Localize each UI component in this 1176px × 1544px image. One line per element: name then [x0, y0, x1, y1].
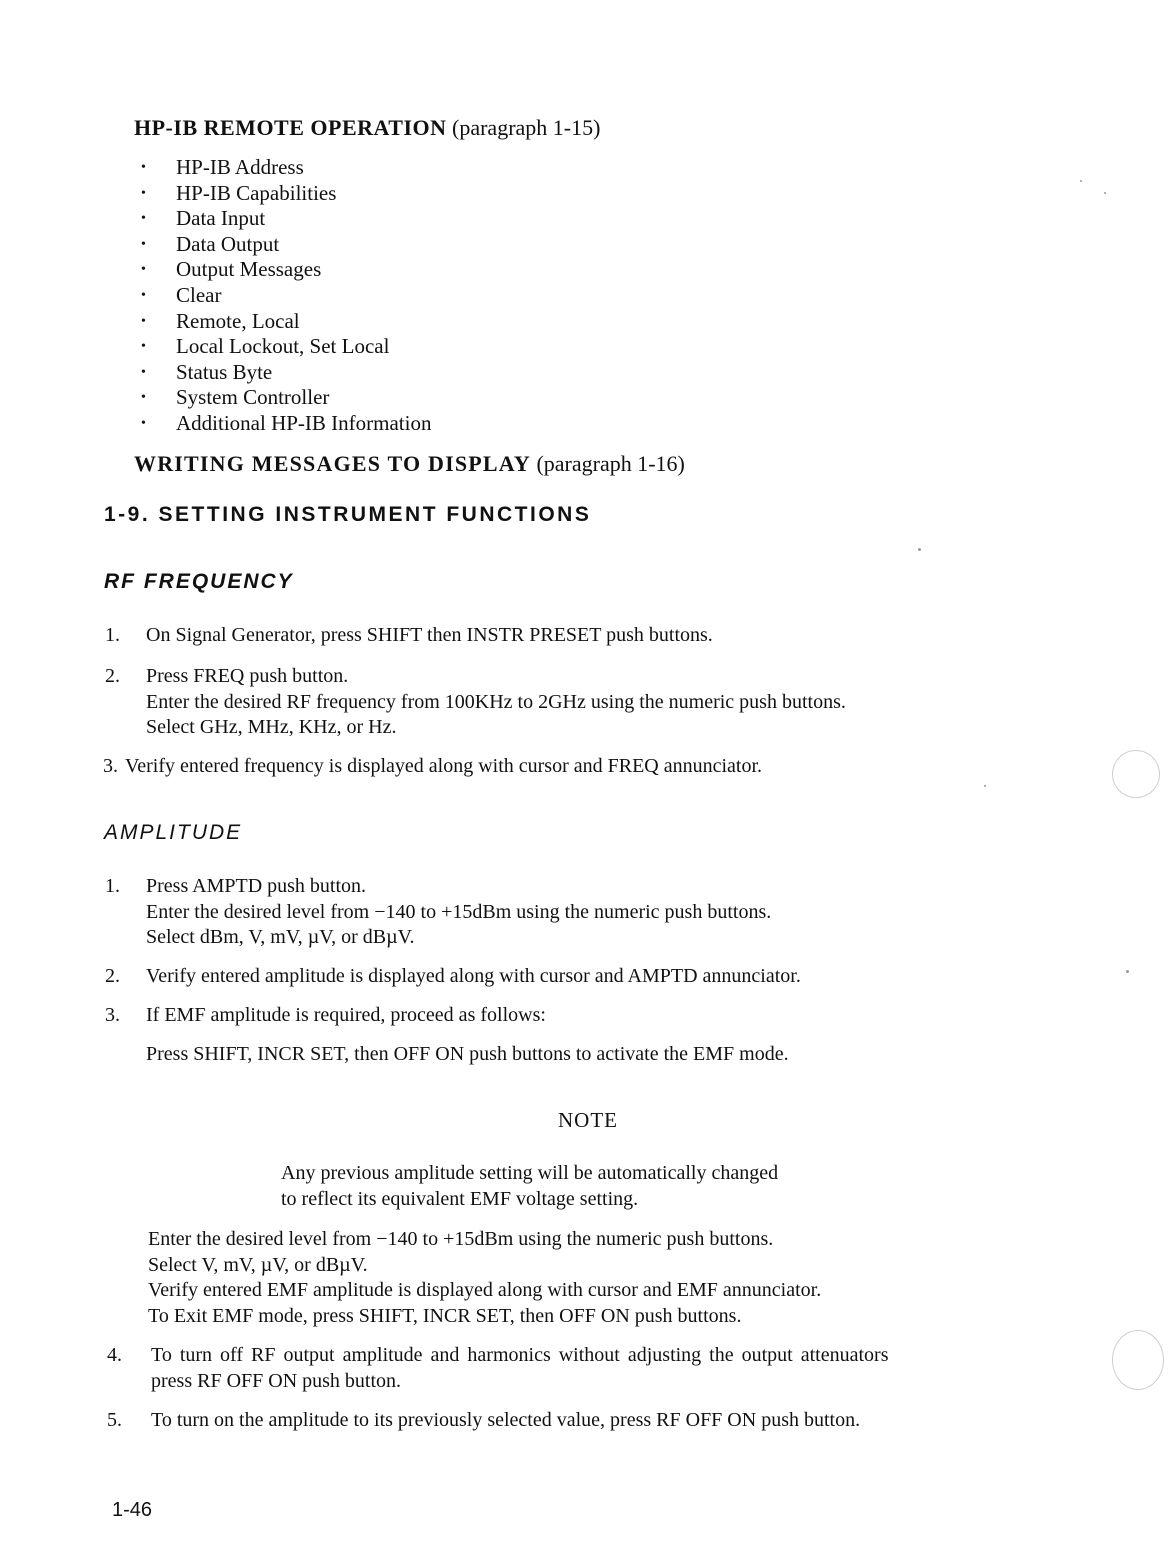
step-text: Enter the desired level from −140 to +15dBm using the numeric push buttons.: [146, 900, 772, 923]
hpib-heading-reference: (paragraph 1-15): [452, 115, 601, 140]
step-text: Press FREQ push button.: [146, 665, 349, 687]
amplitude-heading: AMPLITUDE: [104, 821, 243, 844]
bullet-icon: •: [141, 364, 146, 380]
scan-speck: [1080, 180, 1082, 182]
bullet-icon: •: [141, 339, 146, 355]
bullet-icon: •: [141, 185, 146, 201]
step-text: To turn on the amplitude to its previously selected value, press RF OFF ON push button.: [151, 1409, 861, 1431]
page-number: 1-46: [112, 1499, 153, 1521]
writing-messages-reference: (paragraph 1-16): [536, 451, 685, 476]
punch-hole-mark: [1112, 750, 1160, 798]
scan-speck: [918, 548, 921, 551]
section-title: 1-9. SETTING INSTRUMENT FUNCTIONS: [104, 503, 592, 526]
bullet-icon: •: [141, 211, 146, 227]
note-line: to reflect its equivalent EMF voltage setting.: [281, 1187, 639, 1210]
scan-speck: [1126, 970, 1129, 973]
step-text: Verify entered frequency is displayed along with cursor and FREQ annunciator.: [125, 755, 763, 777]
step-text: On Signal Generator, press SHIFT then INSTR PRESET push buttons.: [146, 624, 713, 646]
writing-messages-heading: [134, 451, 685, 477]
step-number: 1.: [105, 875, 120, 897]
list-item: • Additional HP-IB Information: [141, 410, 432, 435]
step-text: Select GHz, MHz, KHz, or Hz.: [146, 716, 397, 738]
note-line: Any previous amplitude setting will be automatically changed: [281, 1162, 779, 1184]
bullet-icon: •: [141, 160, 146, 175]
step-number: 2.: [105, 965, 120, 987]
rf-frequency-heading: RF FREQUENCY: [104, 570, 294, 593]
list-item: • Local Lockout, Set Local: [141, 334, 390, 359]
bullet-icon: •: [141, 390, 146, 406]
step-text: If EMF amplitude is required, proceed as follows:: [146, 1004, 546, 1026]
hpib-topic-list: [134, 155, 431, 437]
step-number: 1.: [105, 624, 120, 646]
step-text: Enter the desired RF frequency from 100KHz to 2GHz using the numeric push buttons.: [146, 690, 846, 713]
note-title: NOTE: [558, 1108, 618, 1132]
list-item: • Clear: [141, 282, 222, 307]
list-item: • HP-IB Address: [141, 155, 304, 179]
emf-activate-text: Press SHIFT, INCR SET, then OFF ON push buttons to activate the EMF mode.: [146, 1043, 789, 1065]
emf-line: Enter the desired level from −140 to +15dBm using the numeric push buttons.: [148, 1228, 774, 1250]
bullet-icon: •: [141, 287, 146, 303]
bullet-icon: •: [141, 236, 146, 252]
list-item: • Status Byte: [141, 359, 273, 384]
step-text: Press AMPTD push button.: [146, 875, 367, 897]
emf-line: To Exit EMF mode, press SHIFT, INCR SET, then OFF ON push buttons.: [148, 1304, 742, 1327]
step-text: Verify entered amplitude is displayed along with cursor and AMPTD annunciator.: [146, 965, 801, 987]
note-body: [281, 1161, 778, 1212]
bullet-icon: •: [141, 313, 146, 329]
step-number: 3.: [105, 1004, 120, 1026]
bullet-icon: •: [141, 415, 146, 431]
list-item: • System Controller: [141, 385, 330, 410]
emf-line: Verify entered EMF amplitude is displayed along with cursor and EMF annunciator.: [148, 1279, 822, 1301]
scan-speck: [984, 785, 986, 787]
step-text: Select dBm, V, mV, µV, or dBµV.: [146, 926, 415, 948]
list-item: • Data Output: [141, 231, 280, 256]
list-item: • Output Messages: [141, 257, 322, 282]
hpib-heading-title: HP-IB REMOTE OPERATION: [134, 115, 447, 140]
step-number: 5.: [107, 1409, 122, 1431]
list-item: • Remote, Local: [141, 308, 300, 333]
step-number: 3.: [103, 755, 118, 777]
scan-speck: [1104, 192, 1106, 194]
list-item: • Data Input: [141, 206, 266, 231]
emf-instructions: [148, 1227, 821, 1329]
step-text: press RF OFF ON push button.: [151, 1369, 402, 1392]
writing-messages-title: WRITING MESSAGES TO DISPLAY: [134, 451, 531, 476]
step-number: 4.: [107, 1344, 122, 1366]
step-number: 2.: [105, 665, 120, 687]
bullet-icon: •: [141, 262, 146, 278]
step-text: To turn off RF output amplitude and harmonics without adjusting the output attenuators: [151, 1344, 889, 1366]
punch-hole-mark: [1112, 1330, 1164, 1390]
emf-line: Select V, mV, µV, or dBµV.: [148, 1253, 368, 1276]
list-item: • HP-IB Capabilities: [141, 180, 337, 205]
hpib-remote-operation-heading: [134, 115, 600, 141]
